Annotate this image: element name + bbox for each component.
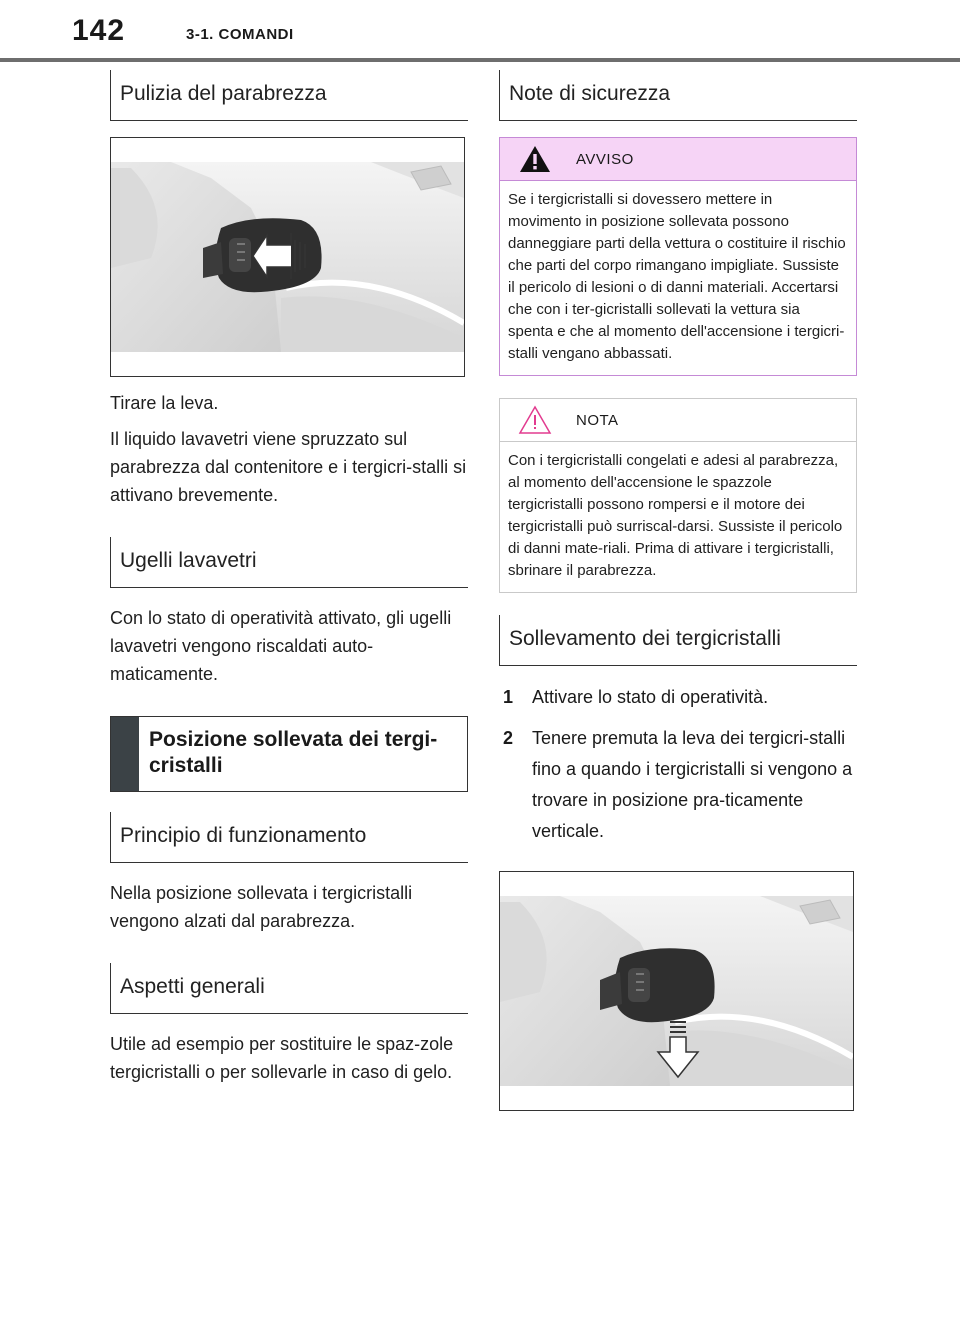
warning-text: Se i tergicristalli si dovessero mettere in movimento in posizione sollevata possono danneggiare parti della vettura o costituire il rischio che parti del corpo rimangano impigliate. Sussiste il pericolo di lesioni o di danni materiali. Accertarsi che con i ter-gicristalli sollevati la vettura sia spenta e che al momento dell'accensione i tergicri-stalli vengano abbassati. bbox=[508, 191, 846, 362]
text-washer-liquid: Il liquido lavavetri viene spruzzato sul parabrezza dal contenitore e i tergicri-stalli si attivano brevemente. bbox=[110, 429, 467, 505]
step-item bbox=[499, 723, 857, 847]
header-rule bbox=[0, 58, 960, 62]
left-column bbox=[110, 70, 468, 1094]
heading-working-principle: Principio di funzionamento bbox=[110, 812, 468, 863]
heading-raised-position bbox=[110, 716, 468, 792]
step-number: 2 bbox=[503, 728, 514, 748]
figure-lever-hold bbox=[499, 871, 854, 1111]
heading-safety-notes: Note di sicurezza bbox=[499, 70, 857, 121]
right-column bbox=[499, 70, 857, 1123]
note-text: Con i tergicristalli congelati e adesi al parabrezza, al momento dell'accensione le spazzole tergicristalli possono rompersi e il motore dei tergicristalli può surriscal-darsi. Sussiste il pericolo di danni mate-riali. Prima di attivare i tergicristalli, sbrinare il parabrezza. bbox=[508, 452, 843, 579]
note-box bbox=[499, 398, 857, 593]
heading-general-aspects: Aspetti generali bbox=[110, 963, 468, 1014]
warning-box bbox=[499, 137, 857, 376]
caution-triangle-icon bbox=[518, 405, 552, 435]
warning-box-header bbox=[500, 138, 856, 181]
heading-bar bbox=[111, 717, 139, 791]
step-number: 1 bbox=[503, 687, 514, 707]
step-text: Tenere premuta la leva dei tergicri-stalli fino a quando i tergicristalli si vengono a trovare in posizione pra-ticamente verticale. bbox=[532, 728, 853, 841]
step-text: Attivare lo stato di operatività. bbox=[532, 687, 769, 707]
warning-label: AVVISO bbox=[576, 150, 634, 168]
step-item bbox=[499, 682, 857, 713]
text-pull-lever: Tirare la leva. bbox=[110, 393, 219, 413]
lever-pull-illustration bbox=[111, 138, 464, 376]
heading-raised-position-text: Posizione sollevata dei tergi-cristalli bbox=[149, 728, 438, 777]
text-general-aspects: Utile ad esempio per sostituire le spaz-zole tergicristalli o per sollevarle in caso di gelo. bbox=[110, 1034, 454, 1082]
heading-washer-nozzles: Ugelli lavavetri bbox=[110, 537, 468, 588]
page-number: 142 bbox=[72, 14, 126, 47]
warning-triangle-icon bbox=[518, 144, 552, 174]
steps-list bbox=[499, 682, 857, 847]
lever-hold-illustration bbox=[500, 872, 853, 1110]
chapter-title: 3-1. COMANDI bbox=[186, 26, 294, 43]
heading-windshield-cleaning: Pulizia del parabrezza bbox=[110, 70, 468, 121]
text-washer-nozzles: Con lo stato di operatività attivato, gli ugelli lavavetri vengono riscaldati auto-maticamente. bbox=[110, 608, 452, 684]
figure-lever-pull bbox=[110, 137, 465, 377]
note-box-header bbox=[500, 399, 856, 442]
heading-lifting-wipers: Sollevamento dei tergicristalli bbox=[499, 615, 857, 666]
note-label: NOTA bbox=[576, 411, 619, 429]
text-working-principle: Nella posizione sollevata i tergicristalli vengono alzati dal parabrezza. bbox=[110, 883, 413, 931]
